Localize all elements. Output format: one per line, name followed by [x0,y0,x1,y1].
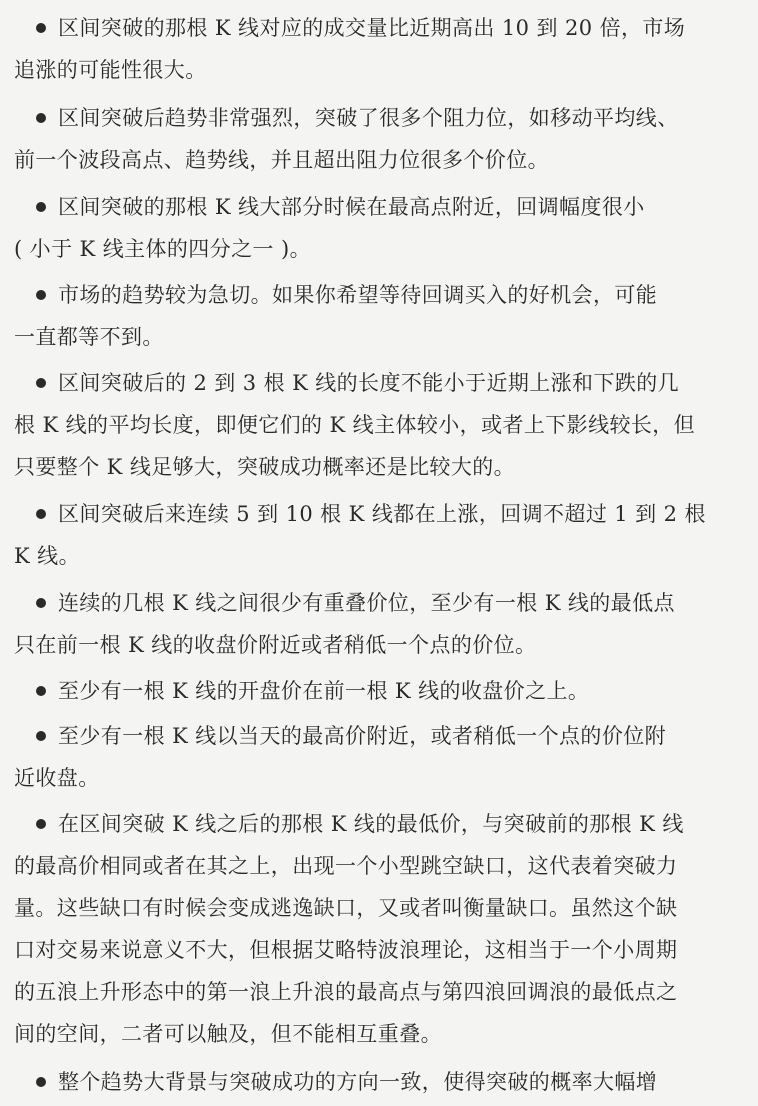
bullet-icon [36,731,46,741]
paragraph-line: 只要整个 K 线足够大，突破成功概率还是比较大的。 [14,455,516,479]
bullet-icon [36,202,46,212]
paragraph-line: 一直都等不到。 [14,325,164,349]
paragraph-line: 区间突破的那根 K 线对应的成交量比近期高出 10 到 20 倍，市场 [58,16,686,40]
bullet-icon [36,686,46,696]
paragraph-line: 间的空间，二者可以触及，但不能相互重叠。 [14,1022,442,1046]
bullet-icon [36,113,46,123]
paragraph-line: 在区间突破 K 线之后的那根 K 线的最低价，与突破前的那根 K 线 [58,812,684,836]
paragraph-line: 连续的几根 K 线之间很少有重叠价位，至少有一根 K 线的最低点 [58,591,675,615]
paragraph-line: 的最高价相同或者在其之上，出现一个小型跳空缺口，这代表着突破力 [14,854,678,878]
paragraph-line: 追涨的可能性很大。 [14,58,207,82]
paragraph-line: ( 小于 K 线主体的四分之一 )。 [14,237,311,261]
bullet-icon [36,378,46,388]
bullet-icon [36,1077,46,1087]
paragraph-line: 口对交易来说意义不大，但根据艾略特波浪理论，这相当于一个小周期 [14,938,678,962]
paragraph-line: 区间突破后来连续 5 到 10 根 K 线都在上涨，回调不超过 1 到 2 根 [58,502,706,526]
bullet-icon [36,819,46,829]
paragraph-line: 市场的趋势较为急切。如果你希望等待回调买入的好机会，可能 [58,283,658,307]
paragraph-line: 区间突破的那根 K 线大部分时候在最高点附近，回调幅度很小 [58,195,645,219]
paragraph-line: 近收盘。 [14,766,100,790]
bullet-icon [36,598,46,608]
paragraph-line: 量。这些缺口有时候会变成逃逸缺口，又或者叫衡量缺口。虽然这个缺 [14,896,678,920]
paragraph-line: 至少有一根 K 线以当天的最高价附近，或者稍低一个点的价位附 [58,724,667,748]
paragraph-line: K 线。 [14,544,80,568]
paragraph-line: 至少有一根 K 线的开盘价在前一根 K 线的收盘价之上。 [58,679,590,703]
paragraph-line: 区间突破后趋势非常强烈，突破了很多个阻力位，如移动平均线、 [58,106,679,130]
paragraph-line: 区间突破后的 2 到 3 根 K 线的长度不能小于近期上涨和下跌的几 [58,371,680,395]
paragraph-line: 根 K 线的平均长度，即便它们的 K 线主体较小，或者上下影线较长，但 [14,413,696,437]
paragraph-line: 整个趋势大背景与突破成功的方向一致，使得突破的概率大幅增 [58,1070,658,1094]
bullet-icon [36,23,46,33]
paragraph-line: 前一个波段高点、趋势线，并且超出阻力位很多个价位。 [14,148,549,172]
paragraph-line: 只在前一根 K 线的收盘价附近或者稍低一个点的价位。 [14,633,537,657]
paragraph-line: 的五浪上升形态中的第一浪上升浪的最高点与第四浪回调浪的最低点之 [14,980,678,1004]
bullet-icon [36,509,46,519]
bullet-icon [36,290,46,300]
